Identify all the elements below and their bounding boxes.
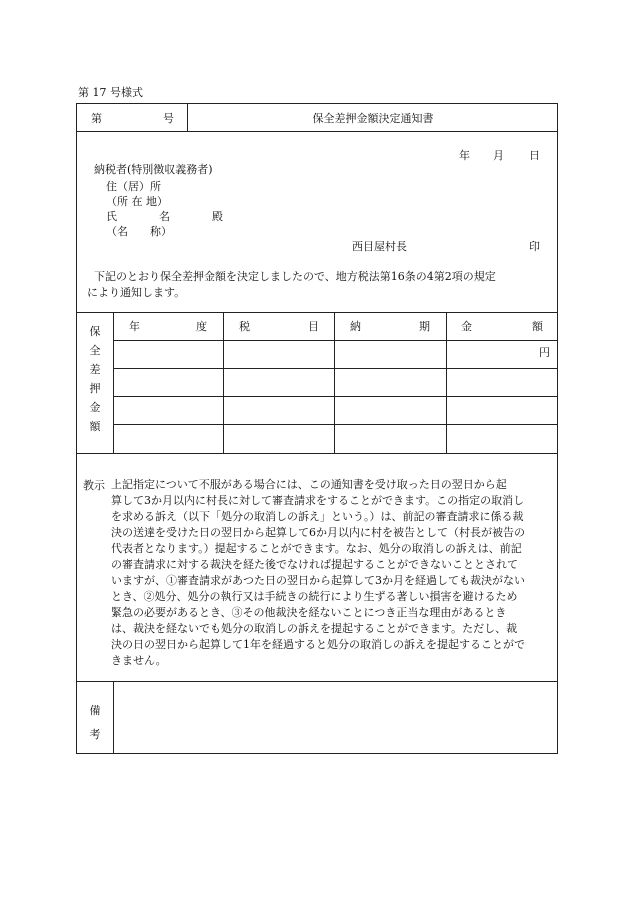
address-label: 住（居）所 <box>106 180 161 193</box>
divider <box>77 312 557 313</box>
column-header-year: 年 度 <box>129 320 207 333</box>
column-header-amount: 金 額 <box>461 320 543 333</box>
divider <box>77 453 557 454</box>
divider <box>223 312 224 453</box>
name-label-a: 氏 <box>106 210 117 223</box>
amount-side-label: 保 全 差 押 金 額 <box>89 325 101 433</box>
seal-mark: 印 <box>529 240 540 253</box>
yen-unit: 円 <box>539 346 550 359</box>
table-row-line <box>113 340 557 341</box>
column-header-due-date: 納 期 <box>350 320 430 333</box>
divider <box>334 312 335 453</box>
document-title: 保全差押金額決定通知書 <box>312 112 434 125</box>
instruction-label: 教示 <box>83 479 105 492</box>
table-row-line <box>113 396 557 397</box>
remarks-field[interactable] <box>114 682 557 754</box>
date-year: 年 <box>459 149 470 162</box>
table-row-line <box>113 368 557 369</box>
notice-form <box>76 103 558 754</box>
instruction-text: 上記指定について不服がある場合には、この通知書を受け取った日の翌日から起 算して3か月以内に村長に対して審査請求をすることができます。この指定の取消し を求める訴え（以下「処分の取消しの訴え」という。）は、前記の審査請求に係る裁 決の送達を受けた日の翌日から起算して6か月以内に村を被告として（村長が被告の 代表者となります。）提起することができます。なお、処分の取消しの訴えは、前記 の審査請求に対する裁決を経た後でなければ提起することができないこととされて いますが、①審査請求があつた日の翌日から起算して3か月を経過しても裁決がない とき、②処分、処分の執行又は手続きの続行により生ずる著しい損害を避けるため 緊急の必要があるとき、③その他裁決を経ないことにつき正当な理由があるとき は、裁決を経ないでも処分の取消しの訴えを提起することができます。ただし、裁 決の日の翌日から起算して1年を経過すると処分の取消しの訴えを提起することがで きません。 <box>111 478 525 667</box>
date-month: 月 <box>493 149 504 162</box>
name-alt-label: （名 称） <box>106 225 172 238</box>
divider <box>77 131 557 132</box>
honorific: 殿 <box>212 210 223 223</box>
number-prefix: 第 <box>91 112 102 125</box>
divider <box>446 312 447 453</box>
remarks-label: 備 考 <box>89 704 101 741</box>
taxpayer-label: 納税者(特別徴収義務者) <box>94 163 213 176</box>
column-header-tax-item: 税 目 <box>239 320 319 333</box>
notice-line-2: により通知します。 <box>87 286 186 299</box>
form-number: 第 17 号様式 <box>78 86 143 99</box>
name-label-b: 名 <box>159 210 170 223</box>
notice-line-1: 下記のとおり保全差押金額を決定しましたので、地方税法第16条の4第2項の規定 <box>94 270 496 283</box>
date-day: 日 <box>529 149 540 162</box>
divider <box>113 312 114 453</box>
location-label: （所 在 地） <box>106 195 168 208</box>
issuer-mayor: 西目屋村長 <box>352 240 407 253</box>
table-row-line <box>113 424 557 425</box>
number-suffix: 号 <box>163 112 174 125</box>
